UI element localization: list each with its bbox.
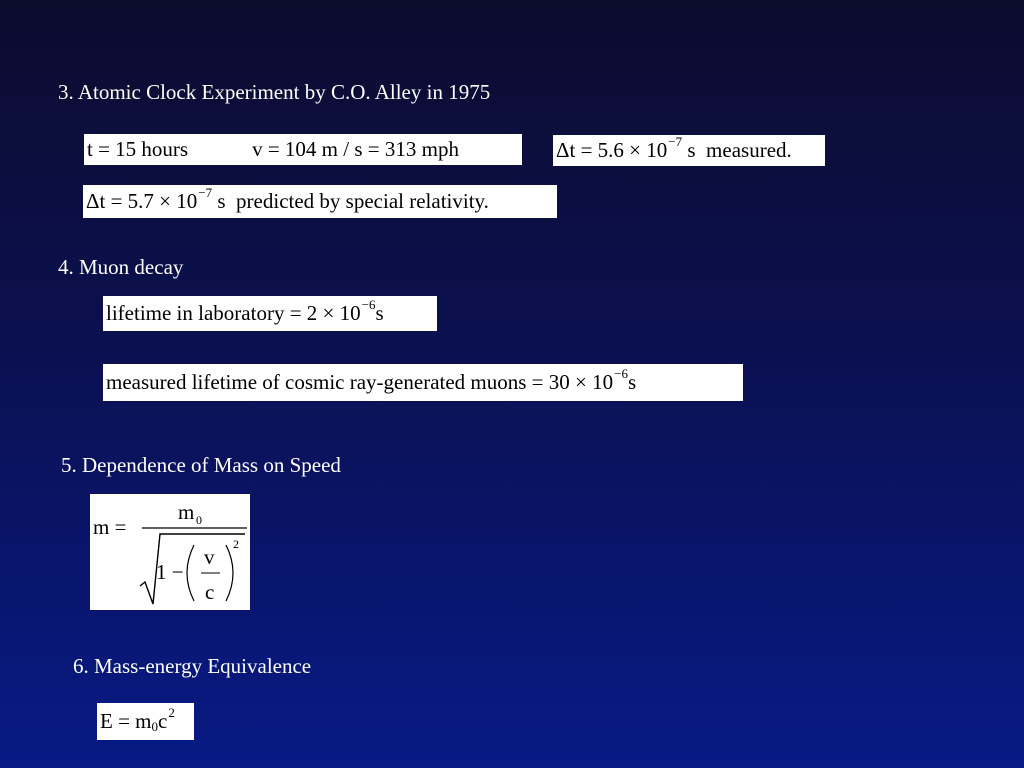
energy-lhs: E = m <box>100 709 152 733</box>
energy-light-speed: c <box>158 709 168 733</box>
measured-caption: s measured. <box>682 138 792 162</box>
formula-predicted-dilation <box>83 185 557 218</box>
predicted-exponent: −7 <box>198 184 213 200</box>
formula-cosmic-lifetime <box>103 364 743 401</box>
right-paren <box>226 545 233 601</box>
predicted-equation: Δt = 5.7 × 10 <box>86 189 198 213</box>
cosmic-lifetime-equation: measured lifetime of cosmic ray-generated muons = 30 × 10 <box>106 370 614 394</box>
energy-squared-exponent: 2 <box>168 704 175 720</box>
measured-equation: Δt = 5.6 × 10 <box>556 138 668 162</box>
squared-exponent: 2 <box>233 537 239 551</box>
cosmic-lifetime-exponent: −6 <box>614 365 628 381</box>
formula-lab-lifetime <box>103 296 437 331</box>
mass-lhs: m = <box>93 515 127 539</box>
one-minus: 1 − <box>156 560 184 584</box>
rest-mass-subscript: 0 <box>196 513 202 527</box>
section-heading-atomic-clock: 3. Atomic Clock Experiment by C.O. Alley in 1975 <box>58 80 491 104</box>
time-equation: t = 15 hours <box>87 137 189 161</box>
formula-measured-dilation <box>553 135 825 166</box>
lab-lifetime-equation: lifetime in laboratory = 2 × 10 <box>106 301 361 325</box>
left-paren <box>187 545 194 601</box>
section-heading-mass-energy: 6. Mass-energy Equivalence <box>73 654 312 678</box>
relativistic-mass-equation <box>90 494 250 610</box>
velocity-numerator: v <box>204 545 215 569</box>
cosmic-lifetime-unit: s <box>627 370 637 394</box>
formula-mass-energy <box>97 703 194 740</box>
predicted-caption: s predicted by special relativity. <box>212 189 489 213</box>
measured-exponent: −7 <box>668 133 683 149</box>
lab-lifetime-unit: s <box>375 301 384 325</box>
lab-lifetime-exponent: −6 <box>361 296 376 312</box>
formula-time-speed <box>84 134 522 165</box>
section-heading-mass-speed: 5. Dependence of Mass on Speed <box>61 453 341 477</box>
rest-mass-numerator: m <box>178 500 195 524</box>
formula-relativistic-mass <box>90 494 250 610</box>
section-heading-muon-decay: 4. Muon decay <box>58 255 184 279</box>
light-speed-denominator: c <box>205 580 215 604</box>
speed-equation: v = 104 m / s = 313 mph <box>252 137 459 161</box>
energy-rest-mass-subscript: 0 <box>151 718 159 734</box>
